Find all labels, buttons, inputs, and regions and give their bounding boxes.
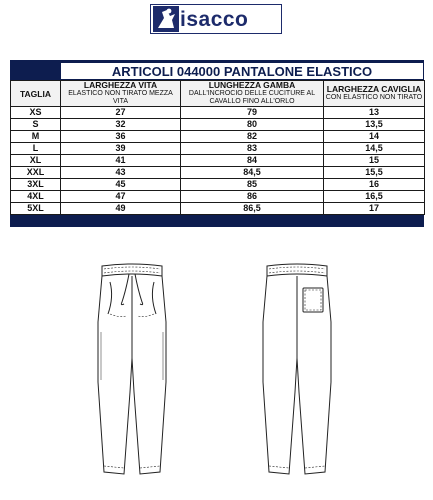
- table-row: [11, 191, 425, 203]
- measure-value: 39: [61, 143, 181, 155]
- size-label: XL: [11, 155, 61, 167]
- measure-value: 27: [61, 107, 181, 119]
- measure-value: 82: [181, 131, 324, 143]
- table-row: [11, 119, 425, 131]
- measure-value: 83: [181, 143, 324, 155]
- measure-value: 36: [61, 131, 181, 143]
- measure-value: 15,5: [324, 167, 425, 179]
- table-row: [11, 143, 425, 155]
- size-label: 3XL: [11, 179, 61, 191]
- measure-value: 86,5: [181, 203, 324, 215]
- table-row: [11, 155, 425, 167]
- size-label: M: [11, 131, 61, 143]
- measure-value: 14,5: [324, 143, 425, 155]
- measure-value: 80: [181, 119, 324, 131]
- size-label: XS: [11, 107, 61, 119]
- table-row: [11, 167, 425, 179]
- measure-value: 84: [181, 155, 324, 167]
- header-larghezza-caviglia: LARGHEZZA CAVIGLIA CON ELASTICO NON TIRATO: [324, 81, 425, 107]
- measure-value: 43: [61, 167, 181, 179]
- size-table: [10, 60, 424, 227]
- table-title: ARTICOLI 044000 PANTALONE ELASTICO: [61, 63, 423, 79]
- size-label: L: [11, 143, 61, 155]
- table-footer-bar: [10, 215, 424, 227]
- measure-value: 15: [324, 155, 425, 167]
- measure-value: 13: [324, 107, 425, 119]
- measure-value: 49: [61, 203, 181, 215]
- table-row: [11, 107, 425, 119]
- table-row: [11, 131, 425, 143]
- size-chart: [10, 80, 425, 215]
- size-label: 4XL: [11, 191, 61, 203]
- measure-value: 85: [181, 179, 324, 191]
- table-title-bar: [10, 60, 424, 80]
- table-row: [11, 179, 425, 191]
- measure-value: 79: [181, 107, 324, 119]
- measure-value: 45: [61, 179, 181, 191]
- measure-value: 41: [61, 155, 181, 167]
- header-lunghezza-gamba: LUNGHEZZA GAMBA DALL'INCROCIO DELLE CUCITURE AL CAVALLO FINO ALL'ORLO: [181, 81, 324, 107]
- pants-back-icon: [257, 262, 337, 487]
- measure-value: 84,5: [181, 167, 324, 179]
- measure-value: 86: [181, 191, 324, 203]
- measure-value: 13,5: [324, 119, 425, 131]
- header-larghezza-vita: LARGHEZZA VITA ELASTICO NON TIRATO MEZZA VITA: [61, 81, 181, 107]
- size-label: S: [11, 119, 61, 131]
- measure-value: 14: [324, 131, 425, 143]
- logo-figure-icon: [153, 6, 179, 32]
- measure-value: 16,5: [324, 191, 425, 203]
- measure-value: 47: [61, 191, 181, 203]
- measure-value: 32: [61, 119, 181, 131]
- pants-front-icon: [92, 262, 172, 487]
- size-label: 5XL: [11, 203, 61, 215]
- brand-logo: [150, 4, 282, 34]
- size-label: XXL: [11, 167, 61, 179]
- header-taglia: TAGLIA: [11, 81, 61, 107]
- measure-value: 16: [324, 179, 425, 191]
- measure-value: 17: [324, 203, 425, 215]
- logo-text: isacco: [180, 7, 249, 31]
- table-row: [11, 203, 425, 215]
